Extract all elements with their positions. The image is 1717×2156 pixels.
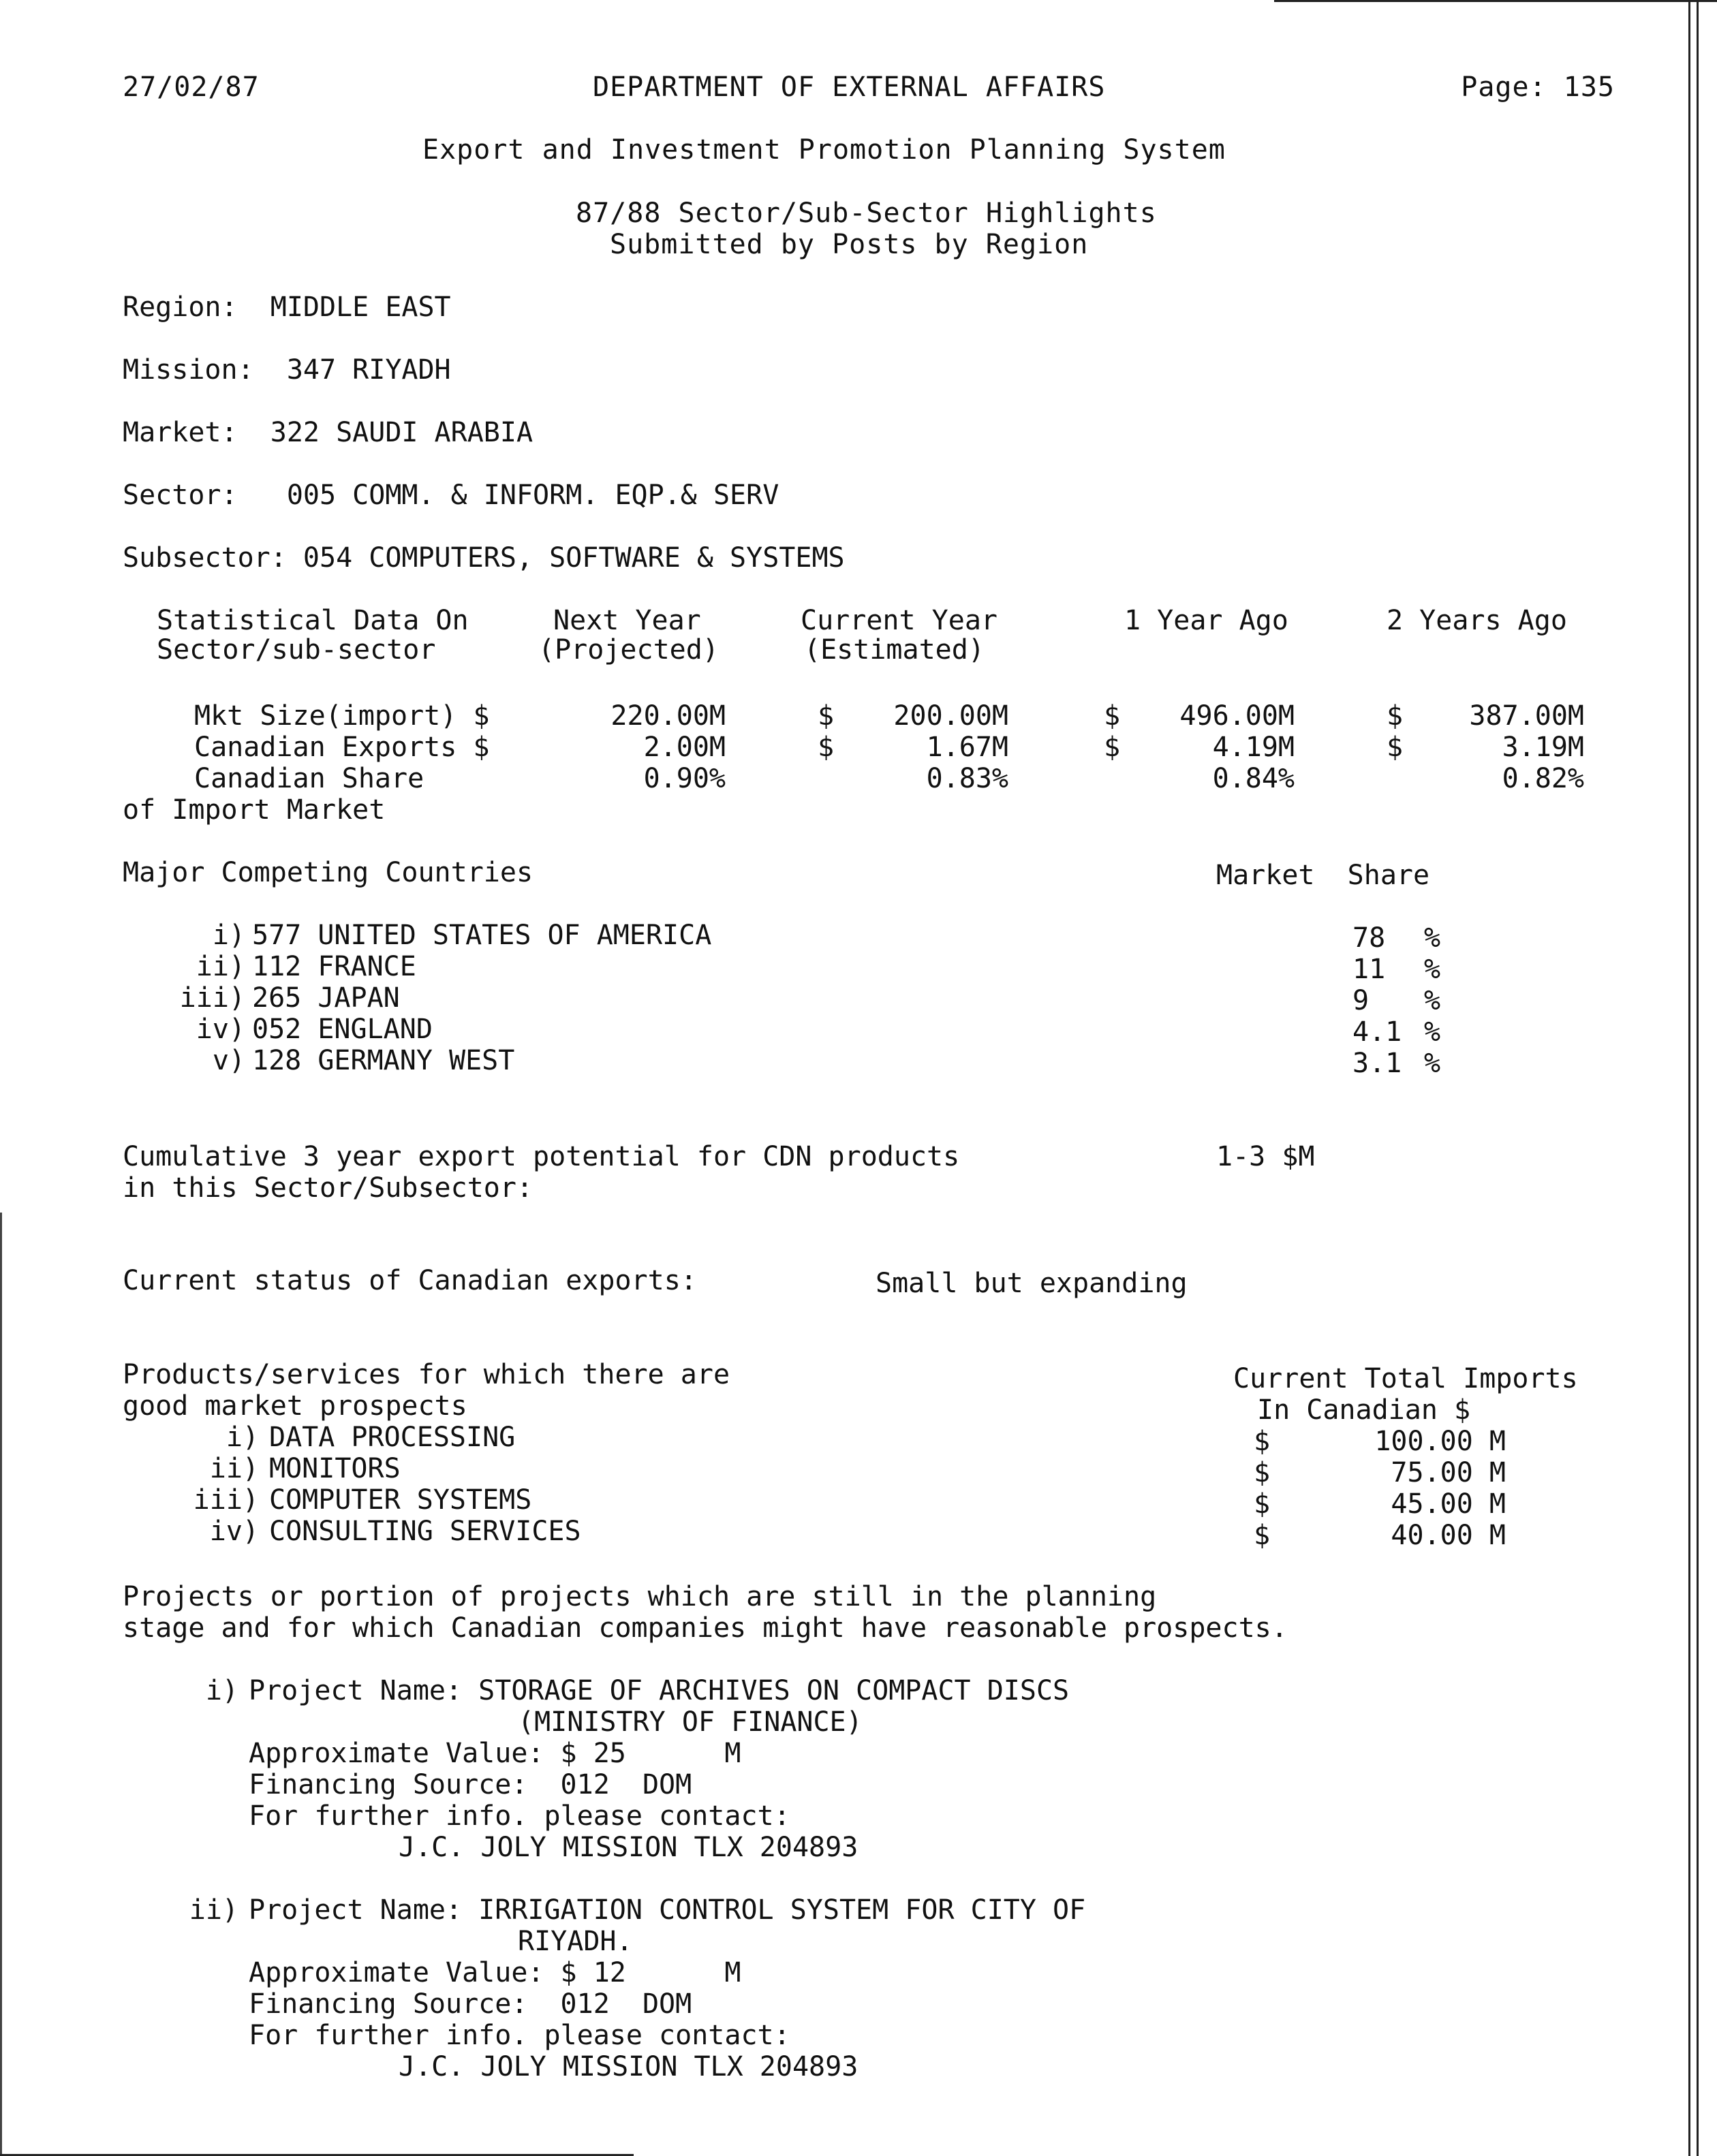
import-value: 100.00 M	[1374, 1426, 1506, 1457]
project-name-cont: RIYADH.	[518, 1926, 633, 1957]
percent-sign: %	[1424, 954, 1441, 985]
row-label: Canadian Exports $	[194, 732, 490, 763]
two-year-currency: $	[1387, 732, 1404, 763]
product-name: CONSULTING SERVICES	[269, 1516, 581, 1547]
page-edge-left	[0, 1213, 2, 2156]
product-name: COMPUTER SYSTEMS	[269, 1484, 532, 1516]
item-number: iii)	[179, 982, 245, 1014]
row-label: Canadian Share	[194, 763, 424, 794]
item-number: i)	[212, 920, 245, 951]
import-value: 45.00 M	[1391, 1488, 1506, 1520]
project-name: Project Name: IRRIGATION CONTROL SYSTEM FOR CITY OF	[249, 1894, 1086, 1926]
country-name: 265 JAPAN	[252, 982, 400, 1014]
two-year-value: 3.19M	[1502, 732, 1584, 763]
project-contact-label: For further info. please contact:	[249, 1800, 790, 1832]
two-year-value: 387.00M	[1469, 700, 1584, 732]
potential-line-1: Cumulative 3 year export potential for CDN products	[123, 1141, 960, 1172]
project-financing: Financing Source: 012 DOM	[249, 1988, 692, 2020]
percent-sign: %	[1424, 922, 1441, 954]
country-share: 4.1	[1352, 1016, 1402, 1048]
one-year-currency: $	[1104, 732, 1121, 763]
item-number: i)	[226, 1422, 259, 1453]
report-date: 27/02/87	[123, 72, 260, 103]
project-number: i)	[205, 1675, 238, 1706]
country-name: 128 GERMANY WEST	[252, 1045, 515, 1076]
current-currency: $	[818, 700, 835, 732]
project-value: Approximate Value: $ 12 M	[249, 1957, 741, 1988]
percent-sign: %	[1424, 1048, 1441, 1079]
country-name: 112 FRANCE	[252, 951, 416, 982]
current-year-value: 1.67M	[926, 732, 1008, 763]
next-year-value: 220.00M	[610, 700, 726, 732]
region-line: Region: MIDDLE EAST	[123, 292, 451, 323]
mission-line: Mission: 347 RIYADH	[123, 354, 451, 386]
country-share: 9	[1352, 985, 1370, 1016]
status-value: Small but expanding	[876, 1268, 1188, 1299]
potential-value: 1-3 $M	[1216, 1141, 1315, 1172]
item-number: iii)	[193, 1484, 259, 1516]
item-number: v)	[212, 1045, 245, 1076]
country-name: 577 UNITED STATES OF AMERICA	[252, 920, 712, 951]
department-name: DEPARTMENT OF EXTERNAL AFFAIRS	[593, 72, 1106, 103]
imports-header-1: Current Total Imports	[1233, 1363, 1578, 1394]
project-contact-label: For further info. please contact:	[249, 2020, 790, 2051]
products-line-1: Products/services for which there are	[123, 1359, 730, 1390]
item-number: ii)	[209, 1453, 259, 1484]
project-contact: J.C. JOLY MISSION TLX 204893	[399, 2051, 858, 2082]
one-year-value: 0.84%	[1212, 763, 1295, 794]
stats-header-one-year-ago: 1 Year Ago	[1124, 605, 1288, 636]
project-name-cont: (MINISTRY OF FINANCE)	[518, 1706, 863, 1738]
stats-header-current-1: Current Year	[801, 605, 997, 636]
current-year-value: 200.00M	[893, 700, 1008, 732]
project-value: Approximate Value: $ 25 M	[249, 1738, 741, 1769]
item-number: ii)	[196, 951, 245, 982]
subsector-line: Subsector: 054 COMPUTERS, SOFTWARE & SYSTEMS	[123, 542, 845, 574]
currency-symbol: $	[1254, 1426, 1271, 1457]
stats-header-label-2: Sector/sub-sector	[157, 634, 436, 666]
currency-symbol: $	[1254, 1520, 1271, 1551]
page-edge-top	[1274, 0, 1717, 2]
project-number: ii)	[189, 1894, 238, 1926]
market-line: Market: 322 SAUDI ARABIA	[123, 417, 533, 448]
two-year-value: 0.82%	[1502, 763, 1584, 794]
stats-header-two-years-ago: 2 Years Ago	[1387, 605, 1567, 636]
report-subtitle: Submitted by Posts by Region	[610, 229, 1089, 260]
product-name: DATA PROCESSING	[269, 1422, 516, 1453]
row-label: Mkt Size(import) $	[194, 700, 490, 732]
next-year-value: 0.90%	[643, 763, 726, 794]
report-title: 87/88 Sector/Sub-Sector Highlights	[576, 198, 1157, 229]
project-financing: Financing Source: 012 DOM	[249, 1769, 692, 1800]
row-label-suffix: of Import Market	[123, 794, 386, 826]
percent-sign: %	[1424, 1016, 1441, 1048]
potential-line-2: in this Sector/Subsector:	[123, 1172, 533, 1204]
currency-symbol: $	[1254, 1457, 1271, 1488]
current-year-value: 0.83%	[926, 763, 1008, 794]
one-year-currency: $	[1104, 700, 1121, 732]
status-label: Current status of Canadian exports:	[123, 1265, 697, 1296]
two-year-currency: $	[1387, 700, 1404, 732]
sector-line: Sector: 005 COMM. & INFORM. EQP.& SERV	[123, 480, 779, 511]
imports-header-2: In Canadian $	[1257, 1394, 1471, 1426]
system-title: Export and Investment Promotion Planning System	[422, 134, 1226, 166]
percent-sign: %	[1424, 985, 1441, 1016]
currency-symbol: $	[1254, 1488, 1271, 1520]
project-contact: J.C. JOLY MISSION TLX 204893	[399, 1832, 858, 1863]
stats-header-next-2: (Projected)	[538, 634, 719, 666]
stats-header-next-1: Next Year	[553, 605, 701, 636]
market-share-header: Market Share	[1216, 860, 1430, 891]
one-year-value: 4.19M	[1212, 732, 1295, 763]
import-value: 75.00 M	[1391, 1457, 1506, 1488]
page-edge-right	[1688, 0, 1690, 2156]
competitors-title: Major Competing Countries	[123, 857, 533, 888]
projects-intro-2: stage and for which Canadian companies might have reasonable prospects.	[123, 1612, 1288, 1644]
country-share: 78	[1352, 922, 1386, 954]
item-number: iv)	[209, 1516, 259, 1547]
stats-header-label-1: Statistical Data On	[157, 605, 469, 636]
page-number: Page: 135	[1461, 72, 1615, 103]
project-name: Project Name: STORAGE OF ARCHIVES ON COMPACT DISCS	[249, 1675, 1070, 1706]
product-name: MONITORS	[269, 1453, 401, 1484]
products-line-2: good market prospects	[123, 1390, 467, 1422]
current-currency: $	[818, 732, 835, 763]
page-edge-right-2	[1697, 0, 1699, 2156]
projects-intro-1: Projects or portion of projects which are still in the planning	[123, 1581, 1157, 1612]
import-value: 40.00 M	[1391, 1520, 1506, 1551]
country-share: 3.1	[1352, 1048, 1402, 1079]
country-share: 11	[1352, 954, 1386, 985]
one-year-value: 496.00M	[1179, 700, 1295, 732]
item-number: iv)	[196, 1014, 245, 1045]
country-name: 052 ENGLAND	[252, 1014, 433, 1045]
next-year-value: 2.00M	[643, 732, 726, 763]
stats-header-current-2: (Estimated)	[804, 634, 985, 666]
